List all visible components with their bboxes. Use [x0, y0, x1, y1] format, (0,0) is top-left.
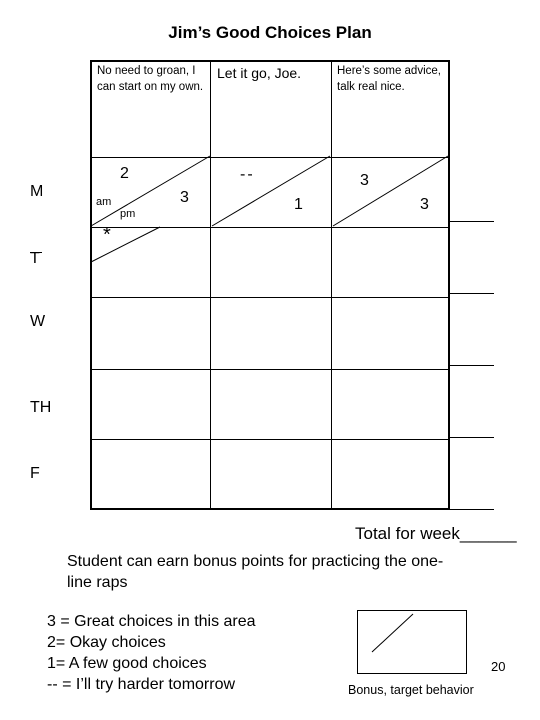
- row-total-line: [450, 437, 494, 438]
- column-header-let-it-go: Let it go, Joe.: [217, 65, 302, 81]
- column-header-talk-nice: Here’s some advice, talk real nice.: [337, 65, 441, 93]
- monday-col2-am-score: --: [240, 166, 255, 183]
- monday-col1-pm-label: pm: [120, 208, 136, 220]
- total-for-week: Total for week______: [355, 524, 517, 543]
- row-total-line: [450, 365, 494, 366]
- bonus-note: Student can earn bonus points for practicing the one-line raps: [67, 553, 444, 591]
- monday-col3-am-score: 3: [360, 172, 369, 189]
- monday-col1-am-label: am: [96, 196, 112, 208]
- page-number: 20: [491, 659, 506, 674]
- day-label-thursday: TH: [30, 399, 52, 416]
- legend-item: 3 = Great choices in this area: [47, 613, 256, 630]
- monday-col1-pm-score: 3: [180, 189, 189, 206]
- row-total-line: [450, 221, 494, 222]
- tuesday-star-mark: *: [103, 224, 111, 246]
- row-total-line: [450, 293, 494, 294]
- column-header-start-on-own: No need to groan, I can start on my own.: [97, 65, 204, 93]
- bonus-box: [357, 610, 467, 674]
- day-label-friday: F: [30, 465, 40, 482]
- score-legend: [47, 611, 256, 695]
- legend-item: 2= Okay choices: [47, 634, 166, 651]
- day-label-tuesday: T: [30, 250, 40, 267]
- page-title: Jim’s Good Choices Plan: [168, 23, 372, 42]
- row-total-line: [450, 509, 494, 510]
- day-label-wednesday: W: [30, 313, 46, 330]
- monday-col2-pm-score: 1: [294, 196, 303, 213]
- monday-col1-am-score: 2: [120, 165, 129, 182]
- monday-col3-pm-score: 3: [420, 196, 429, 213]
- day-label-monday: M: [30, 183, 44, 200]
- monday-col3-slash: [333, 156, 448, 226]
- monday-col2-slash: [212, 156, 330, 226]
- legend-item: -- = I’ll try harder tomorrow: [47, 676, 236, 693]
- bonus-caption: Bonus, target behavior: [348, 683, 474, 697]
- monday-col1-slash: [91, 156, 210, 226]
- legend-item: 1= A few good choices: [47, 655, 207, 672]
- tuesday-col1-slash: [91, 227, 160, 262]
